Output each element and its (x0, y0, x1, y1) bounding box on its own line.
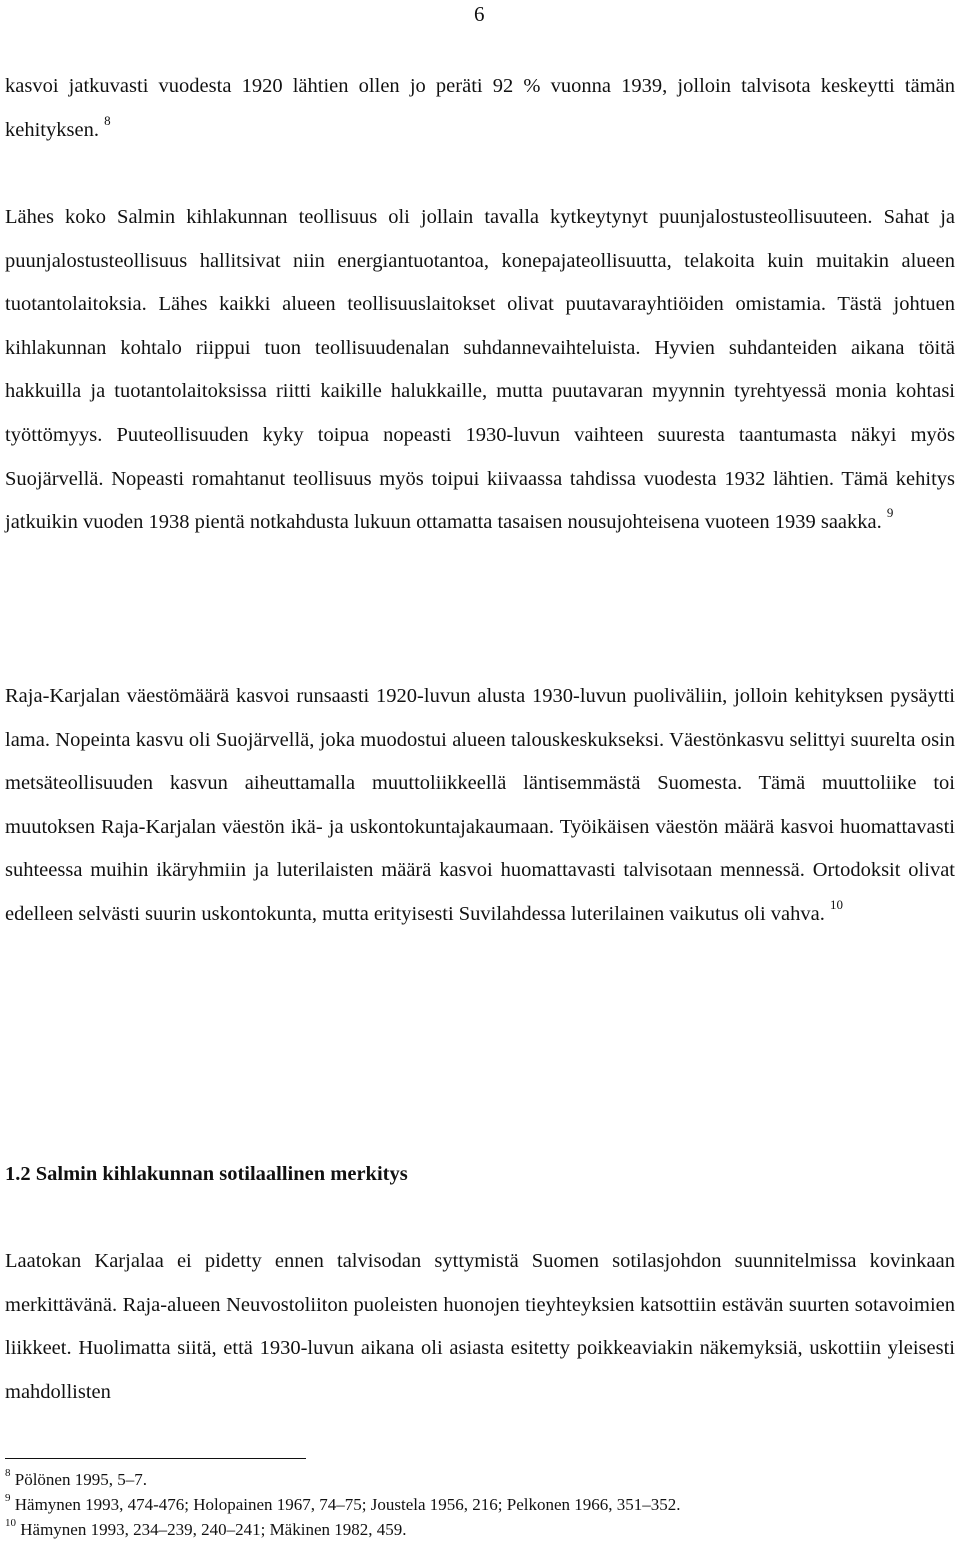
footnote-item (5, 1467, 955, 1492)
section-heading: 1.2 Salmin kihlakunnan sotilaallinen merkitys (5, 1163, 408, 1185)
footnotes (5, 1467, 955, 1542)
paragraph-text: Lähes koko Salmin kihlakunnan teollisuus oli jollain tavalla kytkeytynyt puunjalostusteollisuuteen. Sahat ja puunjalostusteollisuus hallitsivat niin energiantuotantoa, konepajateollisuutta, telakoita kuin muitakin alueen tuotantolaitoksia. Lähes kaikki alueen teollisuuslaitokset olivat puutavarayhtiöiden omistamia. Tästä johtuen kihlakunnan kohtalo riippui tuon teollisuudenalan suhdannevaihteluista. Hyvien suhdanteiden aikana töitä hakkuilla ja tuotantolaitoksissa riitti kaikille halukkaille, mutta puutavaran myynnin tyrehtyessä monia kohtasi työttömyys. Puuteollisuuden kyky toipua nopeasti 1930-luvun vaihteen suuresta taantumasta näkyi myös Suojärvellä. Nopeasti romahtanut teollisuus myös toipui kiivaassa tahdissa vuodesta 1932 lähtien. Tämä kehitys jatkuikin vuoden 1938 pientä notkahdusta lukuun ottamatta tasaisen nousujohteisena vuoteen 1939 saakka. (5, 206, 955, 534)
footnote-item (5, 1517, 955, 1542)
paragraph-text: kasvoi jatkuvasti vuodesta 1920 lähtien ollen jo peräti 92 % vuonna 1939, jolloin talvisota keskeytti tämän kehityksen. (5, 75, 955, 141)
footnote-number: 8 (5, 1467, 11, 1480)
footnote-item (5, 1492, 955, 1517)
footnote-reference[interactable]: 9 (886, 505, 894, 521)
footnote-text: Hämynen 1993, 474-476; Holopainen 1967, 74–75; Joustela 1956, 216; Pelkonen 1966, 351–352. (10, 1495, 681, 1514)
footnote-text: Hämynen 1993, 234–239, 240–241; Mäkinen 1982, 459. (16, 1520, 407, 1539)
footnote-divider (5, 1458, 306, 1459)
footnote-reference[interactable]: 10 (829, 897, 843, 913)
paragraph-population (5, 675, 955, 937)
page-number: 6 (474, 2, 485, 26)
footnote-reference[interactable]: 8 (104, 112, 111, 128)
paragraph-workforce-growth (5, 65, 955, 152)
paragraph-military-significance: Laatokan Karjalaa ei pidetty ennen talvisodan syttymistä Suomen sotilasjohdon suunnitelmissa kovinkaan merkittävänä. Raja-alueen Neuvostoliiton puoleisten huonojen tieyhteyksien katsottiin estävän suurten sotavoimien liikkeet. Huolimatta siitä, että 1930-luvun aikana oli asiasta esitetty poikkeaviakin näkemyksiä, uskottiin yleisesti mahdollisten (5, 1250, 955, 1403)
paragraph-wood-industry (5, 196, 955, 545)
footnote-number: 9 (5, 1492, 11, 1505)
paragraph-text: Raja-Karjalan väestömäärä kasvoi runsaasti 1920-luvun alusta 1930-luvun puoliväliin, jolloin kehityksen pysäytti lama. Nopeinta kasvu oli Suojärvellä, joka muodostui alueen talouskeskukseksi. Väestönkasvu selittyi suurelta osin metsäteollisuuden kasvun aiheuttamalla muuttoliikkeellä läntisemmästä Suomesta. Tämä muuttoliike toi muutoksen Raja-Karjalan väestön ikä- ja uskontokuntajakaumaan. Työikäisen väestön määrä kasvoi huomattavasti suhteessa muihin ikäryhmiin ja luterilaisten määrä kasvoi huomattavasti talvisotaan mennessä. Ortodoksit olivat edelleen selvästi suurin uskontokunta, mutta erityisesti Suvilahdessa luterilainen vaikutus oli vahva. (5, 685, 955, 925)
footnote-number: 10 (5, 1517, 16, 1530)
footnote-text: Pölönen 1995, 5–7. (10, 1470, 147, 1489)
